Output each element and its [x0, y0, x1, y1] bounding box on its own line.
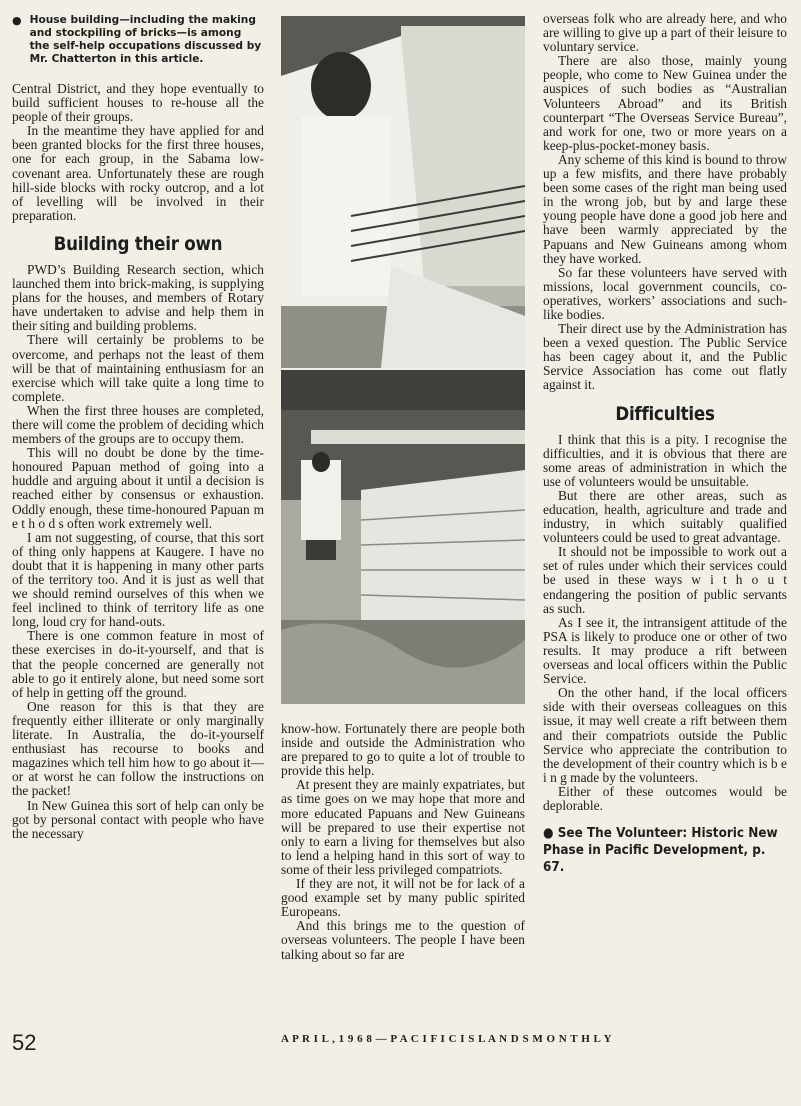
column-left — [12, 12, 264, 841]
paragraph: overseas folk who are already here, and who are willing to give up a part of their leisure to voluntary service. — [543, 11, 787, 55]
paragraph: There will certainly be problems to be overcome, and perhaps not the least of them will be that of maintaining enthusiasm for an exercise which will take quite a long time to complete. — [12, 332, 264, 404]
photo-brickmaking-image — [281, 16, 525, 368]
paragraph: It should not be impossible to work out a set of rules under which their services could be used in these ways w i t h o u t endangering the position of public servants as such. — [543, 544, 787, 616]
paragraph: I am not suggesting, of course, that this sort of thing only happens at Kaugere. I have no doubt that it is happening in many other parts of the territory too. And it is just as well that we should remind ourselves of this when we feel inclined to think of territory life as one long, loud cry for hand-outs. — [12, 529, 264, 630]
paragraph: Either of these outcomes would be deplorable. — [543, 783, 787, 813]
paragraph: I think that this is a pity. I recognise the difficulties, and it is obvious that there are some areas of administration in which the use of volunteers would be unsuitable. — [543, 431, 787, 489]
column-right — [543, 12, 787, 876]
paragraph: As I see it, the intransigent attitude of the PSA is likely to produce one or other of two results. It may produce a rift between overseas and local officers within the Public Service. — [543, 614, 787, 687]
paragraph: There is one common feature in most of these exercises in do-it-yourself, and that is that the people concerned are generally not able to go it entirely alone, but need some sort of help in getting off the ground. — [12, 628, 264, 700]
paragraph: This will no doubt be done by the time-honoured Papuan method of going into a huddle and arguing about it until a decision is reached either by consensus or exhaustion. Oddly enough, these time-honoured Papuan m e t h o d s often work extremely well. — [12, 445, 264, 531]
column-middle — [281, 722, 525, 962]
paragraph: When the first three houses are completed, there will come the problem of deciding which members of the groups are to occupy them. — [12, 402, 264, 447]
paragraph: At present they are mainly expatriates, but as time goes on we may hope that more and more educated Papuans and New Guineans will be prepared to use their expertise not only to earn a living for themselves but also to lend a helping hand in this sort of way to some of their less privileged compatriots. — [281, 777, 525, 877]
see-also-note — [543, 825, 786, 876]
paragraph: If they are not, it will not be for lack of a good example set by many public spirited Europeans. — [281, 876, 525, 920]
paragraph: Any scheme of this kind is bound to throw up a few misfits, and there have probably been some cases of the right man being used in the wrong job, but by and large these young people have done a good job here and have been warmly appreciated by the Papuans and New Guineans among whom they have worked. — [543, 151, 787, 266]
section-heading: Difficulties — [615, 402, 715, 425]
bullet-icon: ● — [543, 826, 554, 842]
paragraph: In the meantime they have applied for and been granted blocks for the first three houses, one for each group, in the Sabama low-covenant area. Unfortunately these are rough hill-side blocks with rocky outcrop, and a lot of levelling will be involved in their preparation. — [12, 123, 264, 223]
paragraph: And this brings me to the question of overseas volunteers. The people I have been talking about so far are — [281, 918, 525, 962]
paragraph: There are also those, mainly young people, who come to New Guinea under the auspices of such bodies as “Australian Volunteers Abroad” and its British counterpart “The Overseas Service Bureau”, and work for one, two or more years on a keep-plus-pocket-money basis. — [543, 53, 787, 153]
paragraph: So far these volunteers have served with missions, local government councils, co-operatives, workers’ associations and such-like bodies. — [543, 264, 787, 322]
running-footer: A P R I L , 1 9 6 8 — P A C I F I C I S L A N D S M O N T H L Y — [281, 1033, 613, 1045]
paragraph: Central District, and they hope eventually to build sufficient houses to re-house all the people of their groups. — [12, 81, 264, 125]
paragraph: know-how. Fortunately there are people both inside and outside the Administration who are prepared to go to quite a lot of trouble to provide this help. — [281, 721, 525, 779]
photo-caption — [12, 14, 264, 66]
section-heading: Building their own — [53, 232, 223, 255]
paragraph: In New Guinea this sort of help can only be got by personal contact with people who have the necessary — [12, 797, 264, 841]
page-number: 52 — [12, 1030, 37, 1055]
bullet-icon: ● — [12, 14, 22, 27]
photo-brickmaking — [281, 16, 525, 368]
paragraph: PWD’s Building Research section, which launched them into brick-making, is supplying plans for the houses, and members of Rotary have undertaken to advise and help them in their siting and building problems. — [12, 261, 264, 334]
paragraph: One reason for this is that they are frequently either illiterate or only marginally literate. In Australia, the do-it-yourself enthusiast has recourse to books and magazines which tell him how to go about it—or at worst he can follow the instructions on the packet! — [12, 698, 264, 799]
paragraph: But there are other areas, such as education, health, agriculture and trade and industry, in which suitably qualified volunteers could be used to great advantage. — [543, 487, 787, 546]
photo-brick-stockpile-image — [281, 370, 525, 704]
see-also-text: See The Volunteer: Historic New Phase in Pacific Development, p. 67. — [543, 826, 778, 876]
caption-text: House building—including the making and stockpiling of bricks—is among the self-help occupations discussed by Mr. Chatterton in this article. — [29, 14, 262, 65]
photo-brick-stockpile — [281, 370, 525, 704]
paragraph: Their direct use by the Administration has been a vexed question. The Public Service has been cagey about it, and the Public Service Association has come out flatly against it. — [543, 321, 787, 393]
paragraph: On the other hand, if the local officers side with their overseas colleagues on this issue, it may well create a rift between them and their compatriots outside the Public Service who appreciate the contribution to the development of their country which is b e i n g made by the volunteers. — [543, 685, 787, 785]
